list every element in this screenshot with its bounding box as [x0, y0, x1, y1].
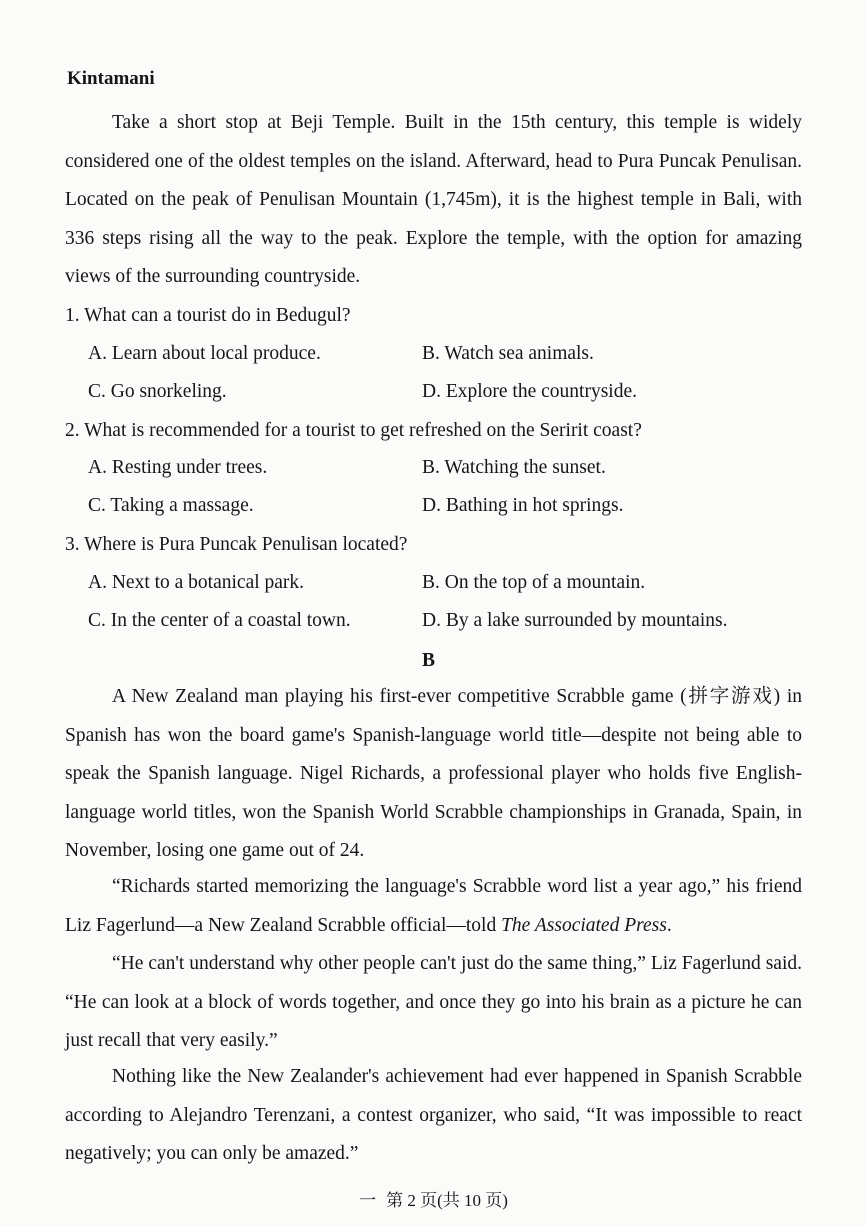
footer-dash: 一: [359, 1191, 377, 1210]
question-2-option-a: A. Resting under trees.: [88, 457, 268, 478]
question-1-option-b: B. Watch sea animals.: [422, 343, 594, 364]
passage-b-paragraph-3: “He can't understand why other people can't just do the same thing,” Liz Fagerlund said. “He can look at a block of words together, and once they go into his brain as a picture he can just recall that very easily.”: [65, 953, 802, 1052]
source-end-punct: .: [666, 914, 672, 936]
passage-b-paragraph-2: [65, 868, 802, 945]
section-heading-kintamani: Kintamani: [67, 68, 155, 89]
passage-a-paragraph: Take a short stop at Beji Temple. Built in the 15th century, this temple is widely considered one of the oldest temples on the island. Afterward, head to Pura Puncak Penulisan. Located on the peak of Penulisan Mountain (1,745m), it is the highest temple in Bali, with 336 steps rising all the way to the peak. Explore the temple, with the option for amazing views of the surrounding countryside.: [65, 112, 802, 288]
question-3-option-b: B. On the top of a mountain.: [422, 572, 646, 593]
question-1-option-a: A. Learn about local produce.: [88, 343, 321, 364]
question-3-option-a: A. Next to a botanical park.: [88, 572, 305, 593]
passage-b-paragraph-4: Nothing like the New Zealander's achievement had ever happened in Spanish Scrabble according to Alejandro Terenzani, a contest organizer, who said, “It was impossible to react negatively; you can only be amazed.”: [65, 1066, 802, 1165]
source-publication: The Associated Press: [501, 914, 667, 936]
footer-page-number: 第 2 页(共 10 页): [386, 1191, 508, 1210]
question-2-stem: 2. What is recommended for a tourist to get refreshed on the Seririt coast?: [65, 420, 642, 441]
question-1-stem: 1. What can a tourist do in Bedugul?: [65, 305, 351, 326]
question-1-option-d: D. Explore the countryside.: [422, 381, 637, 402]
question-1-option-c: C. Go snorkeling.: [88, 381, 227, 402]
question-2-option-b: B. Watching the sunset.: [422, 457, 606, 478]
question-3-option-c: C. In the center of a coastal town.: [88, 610, 351, 631]
section-label-b: B: [422, 650, 436, 671]
question-2-option-d: D. Bathing in hot springs.: [422, 495, 624, 516]
question-3-stem: 3. Where is Pura Puncak Penulisan located?: [65, 534, 408, 555]
passage-b-paragraph-1: A New Zealand man playing his first-ever competitive Scrabble game (拼字游戏) in Spanish has won the board game's Spanish-language world title—despite not being able to speak the Spanish language. Nigel Richards, a professional player who holds five English-language world titles, won the Spanish World Scrabble championships in Granada, Spain, in November, losing one game out of 24.: [65, 686, 802, 862]
question-2-option-c: C. Taking a massage.: [88, 495, 254, 516]
passage-b-paragraph-2-text: “Richards started memorizing the language's Scrabble word list a year ago,” his friend Liz Fagerlund—a New Zealand Scrabble official—told: [65, 876, 802, 936]
question-3-option-d: D. By a lake surrounded by mountains.: [422, 610, 728, 631]
page-footer: [0, 1186, 867, 1211]
